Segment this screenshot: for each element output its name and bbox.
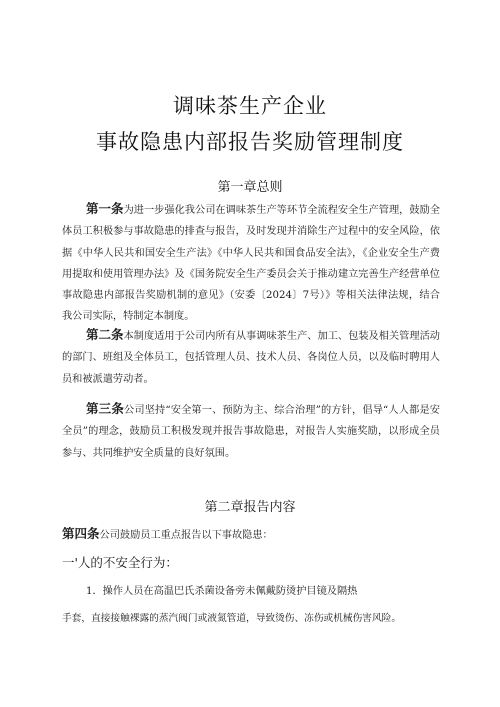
article-1-text: 为进一步强化我公司在调味茶生产等环节全流程安全生产管理，鼓励全体员工积极参与事故隐患的排查与报告，及时发现并消除生产过程中的安全风险，依据《中华人民共和国安全生产法》《中华人民共和国食品安全法》，《企业安全生产费用提取和使用管理办法》及《国务院安全生产委员会关于推动建立完善生产经营单位事故隐患内部报告奖励机制的意见》（安委〔2024〕7号）》等相关法律法规，结合我公司实际，特制定本制度。 — [62, 205, 440, 323]
article-4-label: 第四条 — [62, 526, 100, 541]
document-title-line1: 调味茶生产企业 — [173, 94, 327, 118]
article-3-text: 公司坚持“安全第一、预防为主、综合治理”的方针，倡导“人人都是安全员”的理念，鼓励员工积极发现并报告事故隐患，对报告人实施奖励，以形成全员参与、共同维护安全质量的良好氛围。 — [62, 405, 440, 459]
article-3-label: 第三条 — [86, 401, 124, 416]
article-2-label: 第二条 — [86, 327, 124, 342]
article-3 — [62, 398, 440, 464]
item-1-line1: 1．操作人员在高温巴氏杀菌设备旁未佩戴防烫护目镜及隔热 — [86, 586, 358, 597]
section-unsafe-behavior: 一'人的不安全行为： — [62, 555, 178, 570]
article-2-text: 本制度适用于公司内所有从事调味茶生产、加工、包装及相关管理活动的部门、班组及全体员工，包括管理人员、技术人员、各岗位人员，以及临时聘用人员和被派遣劳动者。 — [62, 331, 440, 385]
article-4 — [62, 523, 440, 546]
document-title-line2: 事故隐患内部报告奖励管理制度 — [96, 130, 404, 154]
chapter-2-heading: 第二章报告内容 — [204, 500, 296, 515]
article-2 — [62, 324, 440, 390]
article-4-text: 公司鼓励员工重点报告以下事故隐患： — [99, 530, 273, 541]
chapter-1-heading: 第一章总则 — [217, 180, 283, 195]
item-1-line2: 手套，直接接触裸露的蒸汽阀门或液氮管道，导致烫伤、冻伤或机械伤害风险。 — [62, 613, 402, 624]
article-1 — [62, 198, 440, 328]
article-1-label: 第一条 — [86, 201, 124, 216]
